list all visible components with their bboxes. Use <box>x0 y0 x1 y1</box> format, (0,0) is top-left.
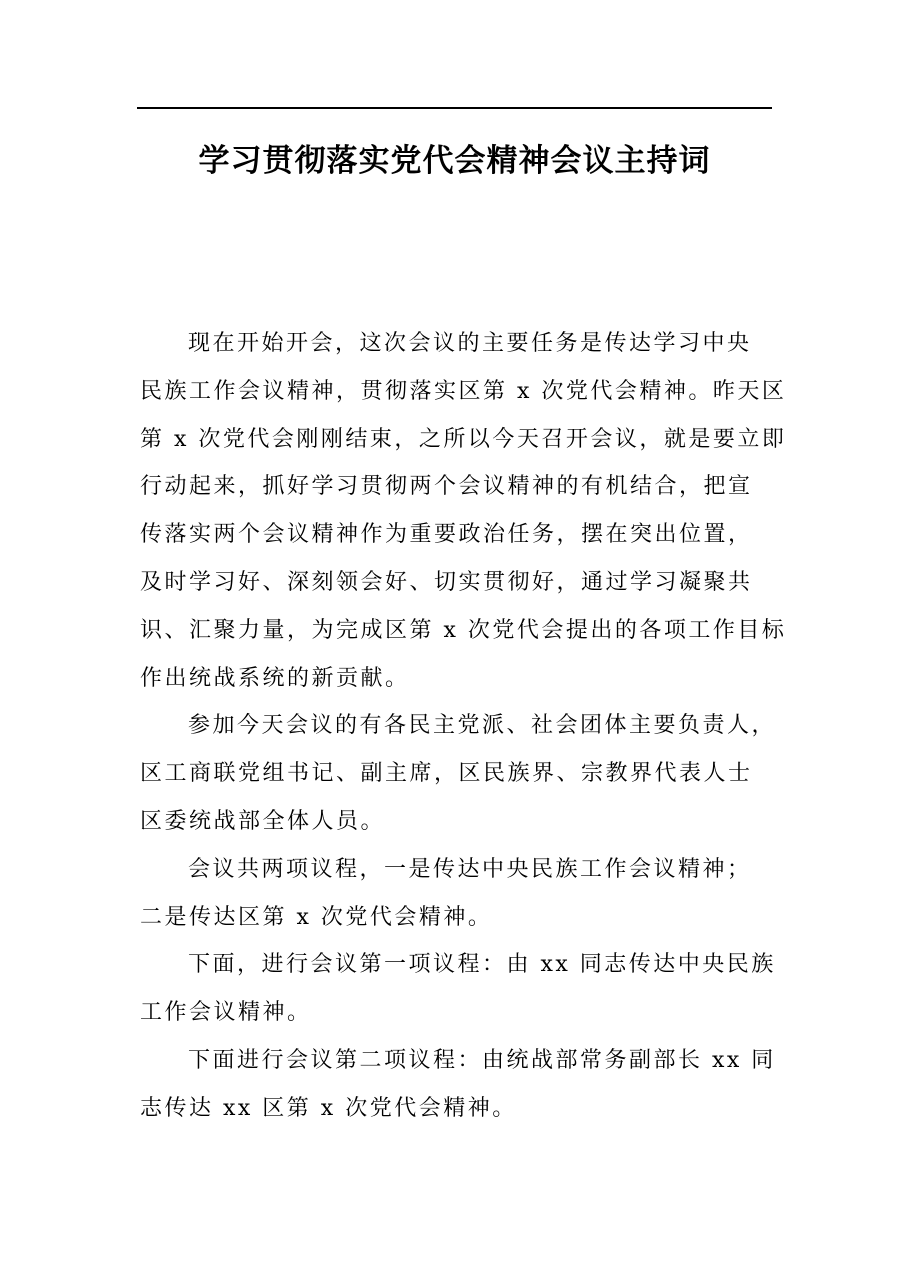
paragraph-line: 作出统战系统的新贡献。 <box>140 665 410 691</box>
paragraph-line: 下面，进行会议第一项议程：由 xx 同志传达中央民族 <box>188 952 776 978</box>
paragraph-line: 区工商联党组书记、副主席，区民族界、宗教界代表人士 <box>140 761 753 787</box>
paragraph-line: 民族工作会议精神，贯彻落实区第 x 次党代会精神。昨天区 <box>140 378 787 404</box>
paragraph-line: 现在开始开会，这次会议的主要任务是传达学习中央 <box>188 331 752 356</box>
header-rule <box>137 107 772 109</box>
document-body <box>140 320 787 1133</box>
paragraph-line: 识、汇聚力量，为完成区第 x 次党代会提出的各项工作目标 <box>140 617 787 643</box>
paragraph-line: 下面进行会议第二项议程：由统战部常务副部长 xx 同 <box>188 1047 776 1073</box>
paragraph-line: 及时学习好、深刻领会好、切实贯彻好，通过学习凝聚共 <box>140 569 753 595</box>
paragraph-line: 第 x 次党代会刚刚结束，之所以今天召开会议，就是要立即 <box>140 426 787 452</box>
paragraph-line: 二是传达区第 x 次党代会精神。 <box>140 904 493 930</box>
paragraph-line: 会议共两项议程，一是传达中央民族工作会议精神； <box>188 856 752 882</box>
paragraph-line: 传落实两个会议精神作为重要政治任务，摆在突出位置， <box>140 522 753 548</box>
paragraph-line: 区委统战部全体人员。 <box>140 808 386 834</box>
document-title: 学习贯彻落实党代会精神会议主持词 <box>198 143 711 179</box>
paragraph-line: 参加今天会议的有各民主党派、社会团体主要负责人， <box>188 713 777 739</box>
paragraph-line: 志传达 xx 区第 x 次党代会精神。 <box>140 1095 517 1121</box>
paragraph-line: 行动起来，抓好学习贯彻两个会议精神的有机结合，把宣 <box>140 474 753 500</box>
paragraph-line: 工作会议精神。 <box>140 1000 312 1026</box>
